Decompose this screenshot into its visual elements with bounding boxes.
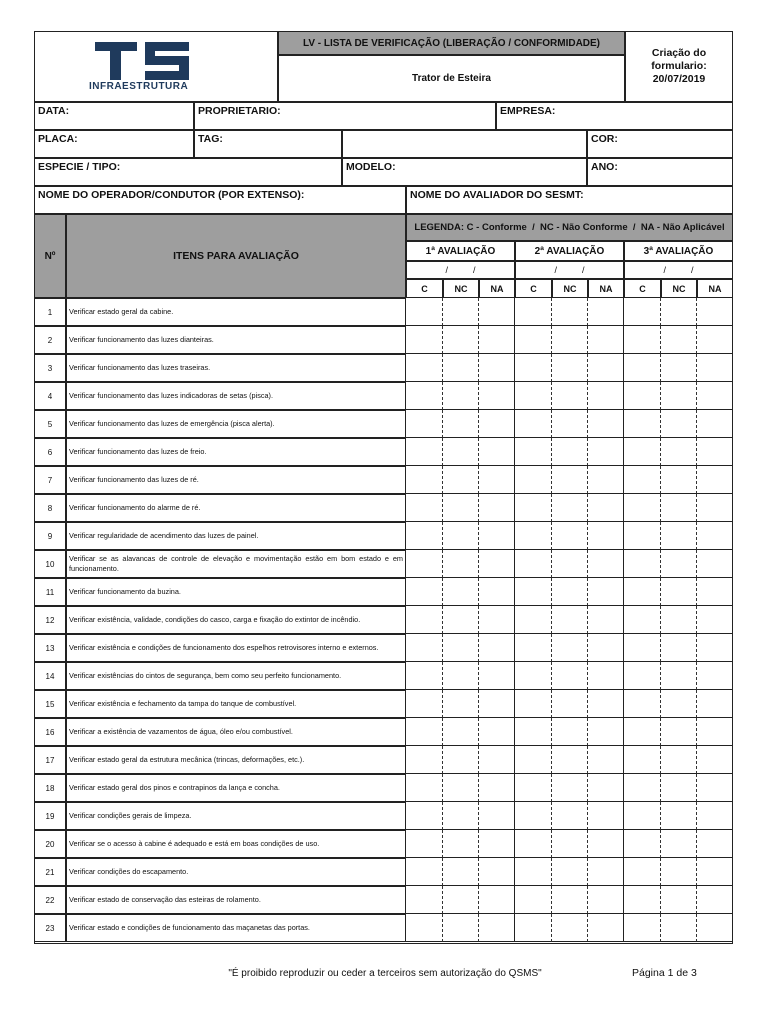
- check-cell[interactable]: [406, 662, 443, 690]
- check-cell[interactable]: [624, 634, 661, 662]
- item-number: 8: [34, 494, 66, 522]
- check-cell[interactable]: [406, 606, 443, 634]
- check-cell[interactable]: [624, 494, 661, 522]
- check-cell[interactable]: [443, 886, 479, 914]
- check-cell[interactable]: [406, 746, 443, 774]
- item-number: 20: [34, 830, 66, 858]
- check-cell[interactable]: [443, 690, 479, 718]
- check-cell[interactable]: [406, 410, 443, 438]
- item-text: Verificar funcionamento das luzes de ré.: [66, 466, 406, 494]
- check-cell[interactable]: [479, 774, 515, 802]
- ano-field[interactable]: ANO:: [587, 158, 733, 186]
- item-text: Verificar condições gerais de limpeza.: [66, 802, 406, 830]
- check-cell[interactable]: [697, 382, 733, 410]
- evaluation-header-3: 3ª AVALIAÇÃO: [624, 241, 733, 261]
- check-cell[interactable]: [406, 634, 443, 662]
- check-cell[interactable]: [697, 550, 733, 578]
- col-header-nc: NC: [661, 279, 697, 298]
- check-cell[interactable]: [624, 914, 661, 942]
- check-cell[interactable]: [406, 298, 443, 326]
- check-cell[interactable]: [661, 606, 697, 634]
- check-cell[interactable]: [406, 886, 443, 914]
- form-title: LV - LISTA DE VERIFICAÇÃO (LIBERAÇÃO / CONFORMIDADE): [278, 31, 625, 55]
- check-cell[interactable]: [697, 718, 733, 746]
- check-cell[interactable]: [624, 466, 661, 494]
- item-number: 15: [34, 690, 66, 718]
- check-cell[interactable]: [479, 830, 515, 858]
- check-cell[interactable]: [479, 746, 515, 774]
- check-cell[interactable]: [552, 522, 588, 550]
- check-cell[interactable]: [552, 606, 588, 634]
- check-cell[interactable]: [624, 326, 661, 354]
- check-cell[interactable]: [479, 578, 515, 606]
- check-cell[interactable]: [661, 662, 697, 690]
- tag-blank[interactable]: [342, 130, 587, 158]
- check-cell[interactable]: [697, 634, 733, 662]
- item-text: Verificar funcionamento do alarme de ré.: [66, 494, 406, 522]
- check-cell[interactable]: [406, 550, 443, 578]
- item-number: 14: [34, 662, 66, 690]
- check-cell[interactable]: [661, 802, 697, 830]
- col-header-nc: NC: [552, 279, 588, 298]
- check-cell[interactable]: [588, 410, 624, 438]
- check-cell[interactable]: [661, 830, 697, 858]
- check-cell[interactable]: [588, 634, 624, 662]
- check-cell[interactable]: [479, 438, 515, 466]
- col-header-c: C: [515, 279, 552, 298]
- check-cell[interactable]: [443, 634, 479, 662]
- check-cell[interactable]: [443, 774, 479, 802]
- tag-field[interactable]: TAG:: [194, 130, 342, 158]
- check-cell[interactable]: [552, 410, 588, 438]
- check-cell[interactable]: [406, 466, 443, 494]
- item-text: Verificar estado geral da cabine.: [66, 298, 406, 326]
- item-text: Verificar a existência de vazamentos de água, óleo e/ou combustível.: [66, 718, 406, 746]
- check-cell[interactable]: [697, 690, 733, 718]
- check-cell[interactable]: [588, 830, 624, 858]
- check-cell[interactable]: [406, 802, 443, 830]
- check-cell[interactable]: [479, 690, 515, 718]
- check-cell[interactable]: [661, 354, 697, 382]
- creation-date: 20/07/2019: [652, 73, 706, 85]
- check-cell[interactable]: [406, 578, 443, 606]
- check-cell[interactable]: [661, 382, 697, 410]
- check-cell[interactable]: [661, 774, 697, 802]
- logo-subtitle: INFRAESTRUTURA: [89, 81, 189, 92]
- check-cell[interactable]: [588, 774, 624, 802]
- creation-box: [625, 31, 733, 102]
- check-cell[interactable]: [515, 494, 552, 522]
- check-cell[interactable]: [443, 410, 479, 438]
- check-cell[interactable]: [588, 606, 624, 634]
- check-cell[interactable]: [406, 690, 443, 718]
- check-cell[interactable]: [588, 438, 624, 466]
- item-number: 4: [34, 382, 66, 410]
- check-cell[interactable]: [624, 410, 661, 438]
- check-cell[interactable]: [624, 718, 661, 746]
- check-cell[interactable]: [624, 662, 661, 690]
- check-cell[interactable]: [479, 802, 515, 830]
- check-cell[interactable]: [624, 774, 661, 802]
- item-number: 16: [34, 718, 66, 746]
- check-cell[interactable]: [624, 522, 661, 550]
- ts-logo: [89, 40, 223, 96]
- page-number: Página 1 de 3: [632, 967, 697, 979]
- check-cell[interactable]: [697, 662, 733, 690]
- col-header-c: C: [406, 279, 443, 298]
- check-cell[interactable]: [479, 494, 515, 522]
- item-text: Verificar estado de conservação das esteiras de rolamento.: [66, 886, 406, 914]
- check-cell[interactable]: [515, 914, 552, 942]
- check-cell[interactable]: [515, 438, 552, 466]
- check-cell[interactable]: [479, 662, 515, 690]
- check-cell[interactable]: [697, 774, 733, 802]
- check-cell[interactable]: [624, 438, 661, 466]
- item-number: 10: [34, 550, 66, 578]
- check-cell[interactable]: [552, 466, 588, 494]
- check-cell[interactable]: [697, 914, 733, 942]
- check-cell[interactable]: [479, 410, 515, 438]
- check-cell[interactable]: [443, 802, 479, 830]
- check-cell[interactable]: [624, 578, 661, 606]
- col-header-na: NA: [588, 279, 624, 298]
- item-text: Verificar estado geral da estrutura mecânica (trincas, deformações, etc.).: [66, 746, 406, 774]
- check-cell[interactable]: [406, 522, 443, 550]
- item-text: Verificar funcionamento das luzes de emergência (pisca alerta).: [66, 410, 406, 438]
- item-text: Verificar se o acesso à cabine é adequado e está em boas condições de uso.: [66, 830, 406, 858]
- check-cell[interactable]: [479, 858, 515, 886]
- check-cell[interactable]: [443, 578, 479, 606]
- item-number: 7: [34, 466, 66, 494]
- evaluation-date-3[interactable]: / /: [624, 261, 733, 279]
- col-header-c: C: [624, 279, 661, 298]
- check-cell[interactable]: [515, 802, 552, 830]
- check-cell[interactable]: [697, 858, 733, 886]
- check-cell[interactable]: [515, 634, 552, 662]
- check-cell[interactable]: [443, 746, 479, 774]
- check-cell[interactable]: [552, 802, 588, 830]
- item-number: 6: [34, 438, 66, 466]
- avaliador-field[interactable]: NOME DO AVALIADOR DO SESMT:: [406, 186, 733, 214]
- form-subtitle: Trator de Esteira: [278, 55, 625, 102]
- check-cell[interactable]: [406, 494, 443, 522]
- check-cell[interactable]: [661, 466, 697, 494]
- check-cell[interactable]: [552, 354, 588, 382]
- check-cell[interactable]: [661, 494, 697, 522]
- item-text: Verificar existência e condições de funcionamento dos espelhos retrovisores interno e externos.: [66, 634, 406, 662]
- empresa-field[interactable]: EMPRESA:: [496, 102, 733, 130]
- item-number: 12: [34, 606, 66, 634]
- data-field[interactable]: DATA:: [34, 102, 194, 130]
- item-number: 1: [34, 298, 66, 326]
- check-cell[interactable]: [406, 830, 443, 858]
- check-cell[interactable]: [661, 550, 697, 578]
- check-cell[interactable]: [479, 550, 515, 578]
- check-cell[interactable]: [515, 774, 552, 802]
- check-cell[interactable]: [479, 634, 515, 662]
- check-cell[interactable]: [443, 494, 479, 522]
- check-cell[interactable]: [515, 662, 552, 690]
- check-cell[interactable]: [552, 690, 588, 718]
- check-cell[interactable]: [624, 830, 661, 858]
- check-cell[interactable]: [515, 718, 552, 746]
- check-cell[interactable]: [661, 718, 697, 746]
- col-header-na: NA: [479, 279, 515, 298]
- check-cell[interactable]: [515, 830, 552, 858]
- item-number: 23: [34, 914, 66, 942]
- check-cell[interactable]: [515, 410, 552, 438]
- col-header-na: NA: [697, 279, 733, 298]
- item-number: 17: [34, 746, 66, 774]
- check-cell[interactable]: [515, 690, 552, 718]
- item-text: Verificar funcionamento das luzes indicadoras de setas (pisca).: [66, 382, 406, 410]
- item-number: 22: [34, 886, 66, 914]
- item-text: Verificar funcionamento das luzes traseiras.: [66, 354, 406, 382]
- check-cell[interactable]: [406, 326, 443, 354]
- check-cell[interactable]: [588, 578, 624, 606]
- check-cell[interactable]: [588, 466, 624, 494]
- check-cell[interactable]: [624, 802, 661, 830]
- check-cell[interactable]: [624, 354, 661, 382]
- item-number: 19: [34, 802, 66, 830]
- check-cell[interactable]: [552, 858, 588, 886]
- check-cell[interactable]: [552, 914, 588, 942]
- check-cell[interactable]: [515, 522, 552, 550]
- check-cell[interactable]: [697, 522, 733, 550]
- item-number: 21: [34, 858, 66, 886]
- especie-field[interactable]: ESPECIE / TIPO:: [34, 158, 342, 186]
- check-cell[interactable]: [661, 410, 697, 438]
- check-cell[interactable]: [697, 606, 733, 634]
- check-cell[interactable]: [624, 606, 661, 634]
- col-header-nc: NC: [443, 279, 479, 298]
- check-cell[interactable]: [588, 858, 624, 886]
- check-cell[interactable]: [697, 298, 733, 326]
- check-cell[interactable]: [697, 326, 733, 354]
- item-number: 3: [34, 354, 66, 382]
- item-number: 13: [34, 634, 66, 662]
- check-cell[interactable]: [479, 886, 515, 914]
- check-cell[interactable]: [697, 830, 733, 858]
- item-text: Verificar funcionamento das luzes de freio.: [66, 438, 406, 466]
- check-cell[interactable]: [406, 354, 443, 382]
- check-cell[interactable]: [443, 914, 479, 942]
- check-cell[interactable]: [697, 886, 733, 914]
- check-cell[interactable]: [552, 634, 588, 662]
- item-number: 18: [34, 774, 66, 802]
- check-cell[interactable]: [479, 522, 515, 550]
- check-cell[interactable]: [697, 494, 733, 522]
- check-cell[interactable]: [515, 382, 552, 410]
- check-cell[interactable]: [661, 690, 697, 718]
- item-text: Verificar condições do escapamento.: [66, 858, 406, 886]
- check-cell[interactable]: [479, 382, 515, 410]
- check-cell[interactable]: [661, 522, 697, 550]
- cor-field[interactable]: COR:: [587, 130, 733, 158]
- check-cell[interactable]: [552, 578, 588, 606]
- check-cell[interactable]: [588, 494, 624, 522]
- check-cell[interactable]: [552, 494, 588, 522]
- check-cell[interactable]: [515, 578, 552, 606]
- check-cell[interactable]: [588, 690, 624, 718]
- check-cell[interactable]: [443, 662, 479, 690]
- check-cell[interactable]: [552, 326, 588, 354]
- check-cell[interactable]: [624, 382, 661, 410]
- check-cell[interactable]: [406, 858, 443, 886]
- check-cell[interactable]: [515, 886, 552, 914]
- check-cell[interactable]: [588, 914, 624, 942]
- check-cell[interactable]: [406, 914, 443, 942]
- check-cell[interactable]: [697, 410, 733, 438]
- check-cell[interactable]: [552, 886, 588, 914]
- evaluation-date-1[interactable]: / /: [406, 261, 515, 279]
- creation-label: Criação do formulario:: [651, 47, 707, 72]
- check-cell[interactable]: [552, 774, 588, 802]
- check-cell[interactable]: [515, 550, 552, 578]
- check-cell[interactable]: [515, 326, 552, 354]
- evaluation-date-2[interactable]: / /: [515, 261, 624, 279]
- check-cell[interactable]: [588, 718, 624, 746]
- check-cell[interactable]: [443, 438, 479, 466]
- check-cell[interactable]: [697, 746, 733, 774]
- check-cell[interactable]: [697, 438, 733, 466]
- check-cell[interactable]: [443, 326, 479, 354]
- check-cell[interactable]: [588, 746, 624, 774]
- check-cell[interactable]: [479, 914, 515, 942]
- check-cell[interactable]: [515, 354, 552, 382]
- item-number: 9: [34, 522, 66, 550]
- check-cell[interactable]: [443, 382, 479, 410]
- check-cell[interactable]: [661, 578, 697, 606]
- check-cell[interactable]: [697, 466, 733, 494]
- check-cell[interactable]: [624, 858, 661, 886]
- item-text: Verificar funcionamento das luzes dianteiras.: [66, 326, 406, 354]
- operador-field[interactable]: NOME DO OPERADOR/CONDUTOR (POR EXTENSO):: [34, 186, 406, 214]
- check-cell[interactable]: [479, 606, 515, 634]
- logo-box: [34, 31, 278, 102]
- item-number: 11: [34, 578, 66, 606]
- check-cell[interactable]: [406, 438, 443, 466]
- item-number: 2: [34, 326, 66, 354]
- check-cell[interactable]: [552, 298, 588, 326]
- modelo-field[interactable]: MODELO:: [342, 158, 587, 186]
- check-cell[interactable]: [661, 914, 697, 942]
- check-cell[interactable]: [515, 606, 552, 634]
- check-cell[interactable]: [588, 550, 624, 578]
- check-cell[interactable]: [552, 718, 588, 746]
- check-cell[interactable]: [588, 802, 624, 830]
- check-cell[interactable]: [552, 550, 588, 578]
- check-cell[interactable]: [697, 354, 733, 382]
- check-cell[interactable]: [661, 746, 697, 774]
- check-cell[interactable]: [406, 774, 443, 802]
- check-cell[interactable]: [661, 326, 697, 354]
- item-text: Verificar existência e fechamento da tampa do tanque de combustível.: [66, 690, 406, 718]
- check-cell[interactable]: [443, 354, 479, 382]
- check-cell[interactable]: [479, 354, 515, 382]
- check-cell[interactable]: [515, 858, 552, 886]
- check-cell[interactable]: [697, 802, 733, 830]
- check-cell[interactable]: [624, 746, 661, 774]
- evaluation-header-1: 1ª AVALIAÇÃO: [406, 241, 515, 261]
- check-cell[interactable]: [443, 858, 479, 886]
- check-cell[interactable]: [552, 746, 588, 774]
- check-cell[interactable]: [479, 466, 515, 494]
- placa-field[interactable]: PLACA:: [34, 130, 194, 158]
- item-text: Verificar regularidade de acendimento das luzes de painel.: [66, 522, 406, 550]
- evaluation-header-2: 2ª AVALIAÇÃO: [515, 241, 624, 261]
- check-cell[interactable]: [479, 718, 515, 746]
- check-cell[interactable]: [479, 326, 515, 354]
- check-cell[interactable]: [697, 578, 733, 606]
- check-cell[interactable]: [406, 382, 443, 410]
- check-cell[interactable]: [661, 298, 697, 326]
- check-cell[interactable]: [443, 718, 479, 746]
- check-cell[interactable]: [588, 354, 624, 382]
- check-cell[interactable]: [552, 382, 588, 410]
- check-cell[interactable]: [588, 326, 624, 354]
- check-cell[interactable]: [443, 606, 479, 634]
- check-cell[interactable]: [552, 830, 588, 858]
- check-cell[interactable]: [588, 662, 624, 690]
- item-text: Verificar funcionamento da buzina.: [66, 578, 406, 606]
- check-cell[interactable]: [479, 298, 515, 326]
- check-cell[interactable]: [443, 466, 479, 494]
- check-cell[interactable]: [624, 690, 661, 718]
- check-cell[interactable]: [661, 886, 697, 914]
- items-header: ITENS PARA AVALIAÇÃO: [66, 214, 406, 298]
- item-text: Verificar se as alavancas de controle de elevação e movimentação estão em bom estado e em funcionamento.: [66, 550, 406, 578]
- check-cell[interactable]: [661, 858, 697, 886]
- check-cell[interactable]: [443, 830, 479, 858]
- item-text: Verificar estado e condições de funcionamento das maçanetas das portas.: [66, 914, 406, 942]
- check-cell[interactable]: [588, 298, 624, 326]
- check-cell[interactable]: [624, 550, 661, 578]
- proprietario-field[interactable]: PROPRIETARIO:: [194, 102, 496, 130]
- check-cell[interactable]: [624, 298, 661, 326]
- check-cell[interactable]: [443, 298, 479, 326]
- check-cell[interactable]: [661, 438, 697, 466]
- num-header: Nº: [34, 214, 66, 298]
- check-cell[interactable]: [588, 522, 624, 550]
- footer-note: "É proibido reproduzir ou ceder a terceiros sem autorização do QSMS": [228, 968, 542, 979]
- item-text: Verificar estado geral dos pinos e contrapinos da lança e concha.: [66, 774, 406, 802]
- check-cell[interactable]: [661, 634, 697, 662]
- check-cell[interactable]: [515, 298, 552, 326]
- check-cell[interactable]: [588, 886, 624, 914]
- check-cell[interactable]: [624, 886, 661, 914]
- check-cell[interactable]: [552, 438, 588, 466]
- check-cell[interactable]: [443, 522, 479, 550]
- check-cell[interactable]: [588, 382, 624, 410]
- check-cell[interactable]: [406, 718, 443, 746]
- item-text: Verificar existências do cintos de segurança, bem como seu perfeito funcionamento.: [66, 662, 406, 690]
- item-number: 5: [34, 410, 66, 438]
- check-cell[interactable]: [443, 550, 479, 578]
- check-cell[interactable]: [552, 662, 588, 690]
- check-cell[interactable]: [515, 746, 552, 774]
- item-text: Verificar existência, validade, condições do casco, carga e fixação do extintor de incêndio.: [66, 606, 406, 634]
- legend: LEGENDA: C - Conforme / NC - Não Conforme / NA - Não Aplicável: [406, 214, 733, 241]
- check-cell[interactable]: [515, 466, 552, 494]
